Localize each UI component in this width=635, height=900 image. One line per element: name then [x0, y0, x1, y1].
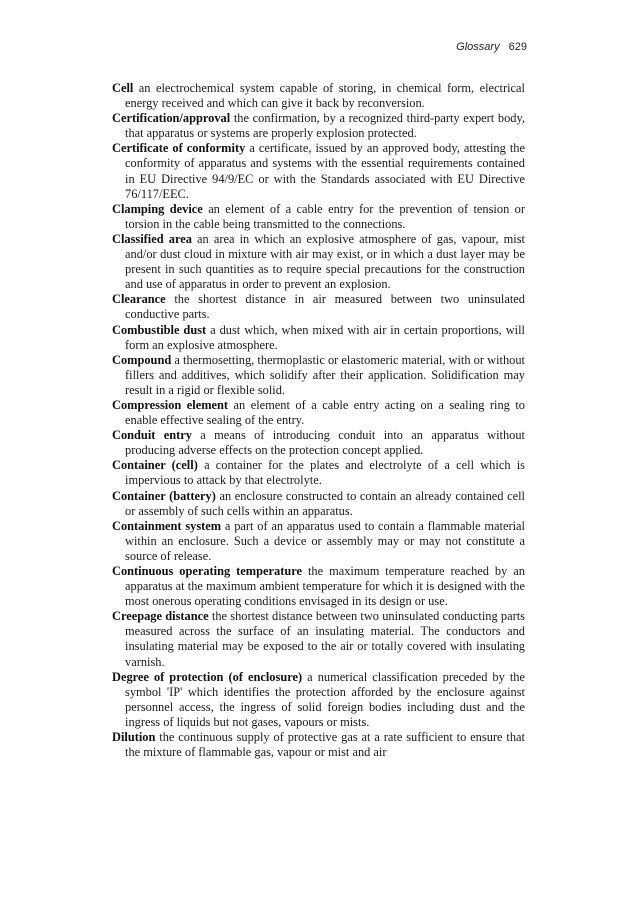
glossary-term: Cell	[112, 81, 134, 95]
glossary-definition: the maximum temperature reached by an apparatus at the maximum ambient temperature for which it is designed with the most onerous operating conditions envisaged in its design or use.	[125, 564, 525, 609]
glossary-term: Creepage distance	[112, 609, 209, 624]
glossary-definition: the shortest distance between two uninsulated conducting parts measured across the surface of an insulating material. The conductors and insulating material may be exposed to the air or totally covered with insulating varnish.	[125, 609, 525, 669]
glossary-term: Compound	[112, 352, 172, 367]
glossary-term: Certificate of conformity	[112, 141, 246, 156]
glossary-term: Containment system	[112, 518, 222, 533]
glossary-term: Certification/approval	[112, 111, 231, 126]
glossary-term: Container (battery)	[112, 488, 216, 503]
glossary-definition: an enclosure constructed to contain an already contained cell or assembly of such cells within an apparatus.	[125, 488, 525, 518]
glossary-entry-certificate-of-conformity	[112, 141, 525, 201]
glossary-entry-certification	[112, 111, 525, 141]
glossary-definition: an element of a cable entry for the prevention of tension or torsion in the cable being transmitted to the connections.	[125, 201, 525, 231]
glossary-term: Dilution	[112, 730, 156, 745]
glossary-term: Conduit entry	[112, 428, 192, 443]
glossary-entry-compound	[112, 353, 525, 398]
glossary-definition: an electrochemical system capable of storing, in chemical form, electrical energy received and which can give it back by reconversion.	[125, 81, 525, 111]
glossary-entry-degree-of-protection	[112, 670, 525, 730]
glossary-entry-conduit-entry	[112, 428, 525, 458]
section-title: Glossary	[456, 41, 500, 53]
glossary-term: Combustible dust	[112, 322, 207, 337]
glossary-entry-containment-system	[112, 519, 525, 564]
glossary-term: Continuous operating temperature	[112, 564, 302, 578]
glossary-term: Container (cell)	[112, 458, 198, 473]
glossary-entry-creepage-distance	[112, 609, 525, 669]
glossary-entry-classified-area	[112, 232, 525, 292]
glossary-definition: a part of an apparatus used to contain a flammable material within an enclosure. Such a device or assembly may or may not constitute a source of release.	[125, 518, 525, 563]
glossary-term: Degree of protection (of enclosure)	[112, 669, 303, 684]
glossary-definition: an element of a cable entry acting on a sealing ring to enable effective sealing of the entry.	[125, 397, 525, 428]
glossary-definition: a container for the plates and electrolyte of a cell which is impervious to attack by that electrolyte.	[125, 458, 525, 488]
glossary-entry-container-battery	[112, 489, 525, 519]
glossary-term: Classified area	[112, 231, 192, 246]
glossary-definition: a certificate, issued by an approved body, attesting the conformity of apparatus and systems with the essential requirements contained in EU Directive 94/9/EC or with the Standards associated with EU Directive 76/117/EEC.	[125, 141, 525, 201]
glossary-term: Clamping device	[112, 201, 203, 216]
page-number: 629	[508, 41, 527, 53]
glossary-definition: an area in which an explosive atmosphere of gas, vapour, mist and/or dust cloud in mixture with air may exist, or in which a dust layer may be present in such quantities as to require special precautions for the construction and use of apparatus in order to prevent an explosion.	[125, 231, 525, 292]
glossary-entry-clearance	[112, 292, 525, 322]
glossary-entry-continuous-operating-temperature	[112, 564, 525, 609]
glossary-definition: the shortest distance in air measured between two uninsulated conductive parts.	[125, 292, 525, 322]
running-head	[456, 41, 527, 53]
glossary-entry-container-cell	[112, 458, 525, 488]
glossary-entry-combustible-dust	[112, 323, 525, 353]
glossary-definition: the confirmation, by a recognized third-party expert body, that apparatus or systems are properly explosion protected.	[125, 111, 525, 141]
glossary-entry-dilution	[112, 730, 525, 760]
glossary-definition: the continuous supply of protective gas at a rate sufficient to ensure that the mixture of flammable gas, vapour or mist and air	[125, 730, 525, 760]
glossary-entry-compression-element	[112, 398, 525, 428]
glossary-definition: a means of introducing conduit into an apparatus without producing adverse effects on the protection concept applied.	[125, 428, 525, 458]
glossary-entries	[112, 81, 525, 760]
glossary-term: Compression element	[112, 397, 229, 412]
glossary-definition: a numerical classification preceded by the symbol 'IP' which identifies the protection afforded by the enclosure against personnel access, the ingress of solid foreign bodies including dust and the ingress of liquids but not gases, vapours or mists.	[125, 669, 525, 729]
glossary-entry-cell	[112, 81, 525, 111]
glossary-definition: a thermosetting, thermoplastic or elastomeric material, with or without fillers and additives, which solidify after their application. Solidification may result in a rigid or flexible solid.	[125, 352, 525, 397]
glossary-definition: a dust which, when mixed with air in certain proportions, will form an explosive atmosphere.	[125, 322, 525, 352]
glossary-term: Clearance	[112, 292, 166, 307]
glossary-entry-clamping-device	[112, 202, 525, 232]
